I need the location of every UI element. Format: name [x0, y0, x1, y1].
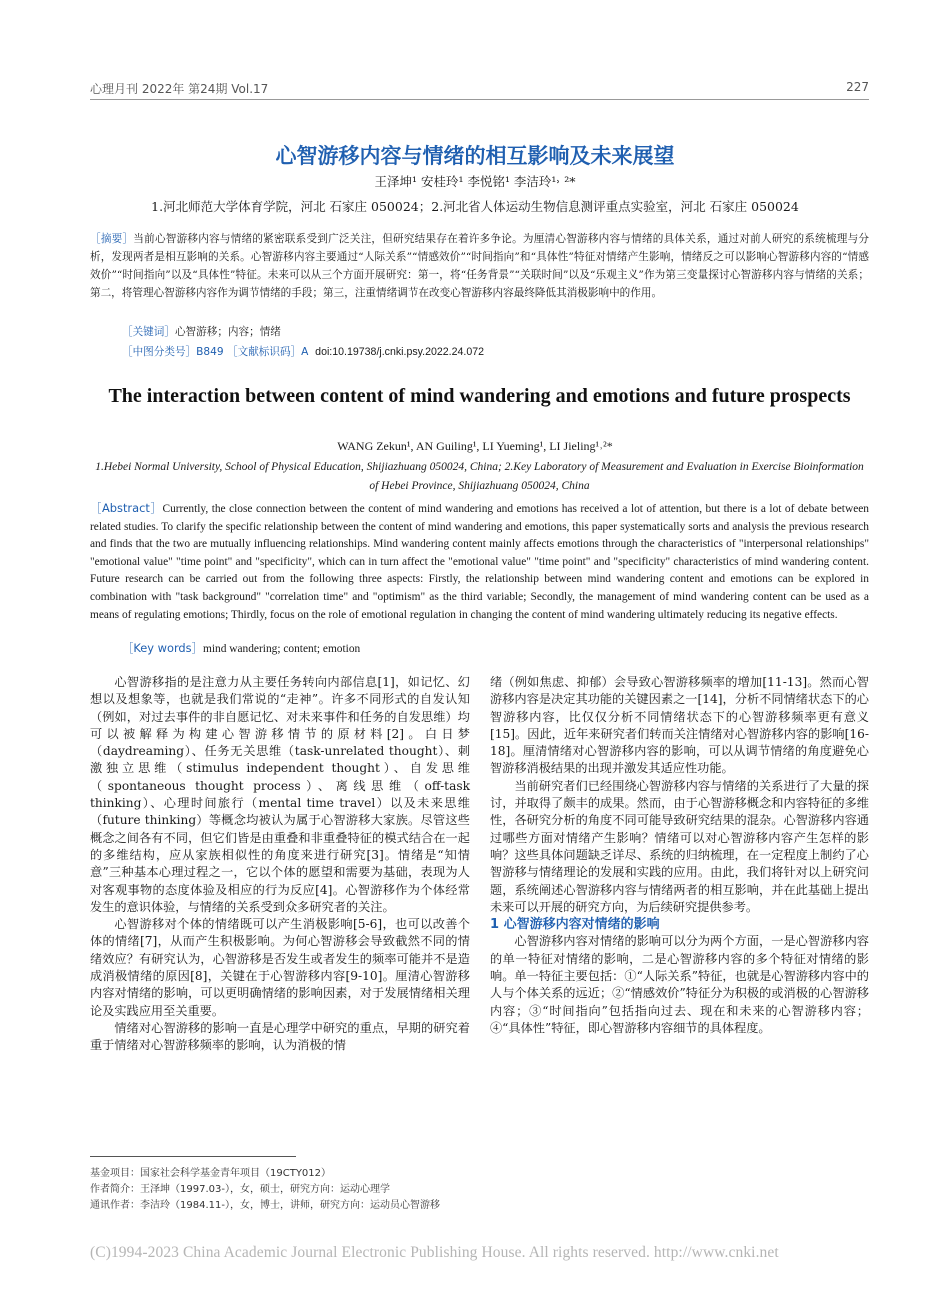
body-right-column: [490, 674, 869, 1037]
body-paragraph: 绪（例如焦虑、抑郁）会导致心智游移频率的增加[11-13]。然而心智游移内容是决定其功能的关键因素之一[14]，分析不同情绪状态下的心智游移内容，比仅仅分析不同情绪状态下的心智游移频率更有意义[15]。因此，近年来研究者们转而关注情绪对心智游移内容的影响[16-18]。厘清情绪对心智游移内容的影响，可以从调节情绪的角度避免心智游移消极结果的出现并激发其适应性功能。: [490, 675, 869, 776]
page-number: 227: [846, 80, 869, 94]
affiliation-english: 1.Hebei Normal University, School of Physical Education, Shijiazhuang 050024, China; 2.Key Laboratory of Measurement and Evaluation in Exercise Bioinformation of Hebei Province, Shijiazhuang 050024, China: [95, 461, 864, 492]
copyright-watermark: (C)1994-2023 China Academic Journal Electronic Publishing House. All rights reserved. http://www.cnki.net: [90, 1244, 779, 1261]
authors-english: WANG Zekun¹, AN Guiling¹, LI Yueming¹, LI Jieling¹˒²*: [337, 439, 613, 453]
journal-header: 心理月刊 2022年 第24期 Vol.17: [90, 82, 269, 96]
title-chinese: 心智游移内容与情绪的相互影响及未来展望: [275, 144, 675, 168]
keywords-text: 心智游移；内容；情绪: [174, 326, 281, 338]
abstract-label: ［摘要］: [90, 233, 134, 245]
keywords-english: [122, 640, 360, 656]
abstract-text: 当前心智游移内容与情绪的紧密联系受到广泛关注，但研究结果存在着许多争论。为厘清心智游移内容与情绪的具体关系，通过对前人研究的系统梳理与分析，发现两者是相互影响的关系。心智游移内容主要通过“人际关系”“情感效价”“时间指向”和“具体性”特征对情绪产生影响，情绪反之可以影响心智游移内容的“情感效价”“时间指向”以及“具体性”特征。未来可以从三个方面开展研究：第一，将“任务背景”“关联时间”以及“乐观主义”作为第三变量探讨心智游移内容与情绪的关系；第二，将管理心智游移内容作为调节情绪的手段；第三，注重情绪调节在改变心智游移内容最终降低其消极影响中的作用。: [90, 233, 870, 299]
body-paragraph: 心智游移指的是注意力从主要任务转向内部信息[1]，如记忆、幻想以及想象等，也就是我们常说的“走神”。许多不同形式的自发认知（例如，对过去事件的非自愿记忆、对未来事件和任务的自发思维）均可以被解释为构建心智游移情节的原材料[2]。白日梦（daydreaming）、任务无关思维（task-unrelated thought）、刺激独立思维（stimulus independent thought）、自发思维（spontaneous thought process）、离线思维（off-task thinking）、心理时间旅行（mental time travel）以及未来思维（future thinking）等概念均被认为属于心智游移大家族。尽管这些概念之间各有不同，但它们皆是由重叠和非重叠特征的模式结合在一起的多维结构，应从家族相似性的角度来进行研究[3]。情绪是“知情意”三种基本心理过程之一，它以个体的愿望和需要为基础，表现为人对客观事物的态度体验及相应的行为反应[4]。心智游移作为个体经常发生的意识体验，与情绪的关系受到众多研究者的关注。: [90, 675, 470, 914]
doi: doi:10.19738/j.cnki.psy.2022.24.072: [315, 346, 485, 358]
affiliation-chinese: 1.河北师范大学体育学院，河北 石家庄 050024；2.河北省人体运动生物信息测评重点实验室，河北 石家庄 050024: [151, 199, 799, 214]
header-rule: [90, 99, 869, 100]
title-english: The interaction between content of mind wandering and emotions and future prospects: [108, 385, 851, 407]
abstract-chinese: [90, 230, 869, 302]
body-paragraph: 心智游移内容对情绪的影响可以分为两个方面，一是心智游移内容的单一特征对情绪的影响，二是心智游移内容的多个特征对情绪的影响。单一特征主要包括：①“人际关系”特征，也就是心智游移内容中的人与个体关系的远近；②“情感效价”特征分为积极的或消极的心智游移内容；③“时间指向”包括指向过去、现在和未来的心智游移内容；④“具体性”特征，即心智游移内容细节的具体程度。: [490, 934, 869, 1035]
keywords-label: ［关键词］: [122, 326, 175, 338]
section-heading: 1 心智游移内容对情绪的影响: [490, 917, 660, 933]
footnote-corresponding: 通讯作者：李洁玲（1984.11-），女，博士，讲师，研究方向：运动员心智游移: [90, 1200, 440, 1211]
abstract-text-en: Currently, the close connection between the content of mind wandering and emotions has received a lot of attention, but there is a lot of debate between related studies. To clarify the specific relationship between the content of mind wandering and emotions, this paper systematically sorts and analysis the previous research and finds that the two are mutually influencing relationships. Mind wandering content mainly affects emotions through the characteristics of "interpersonal relationships" "emotional value" "time point" and "specificity", which can in turn affect the "emotional value" "time point" and "specificity" characteristics of mind wandering content. Future research can be carried out from the following three aspects: Firstly, the relationship between mind wandering content and emotions can be explored in combination with "task background" "correlation time" and "optimism" as the third variable; Secondly, the management of mind wandering content can be used as a means of regulating emotions; Thirdly, focus on the role of emotional regulation in changing the content of mind wandering ultimately reducing its negative effects.: [90, 503, 869, 621]
body-paragraph: 心智游移对个体的情绪既可以产生消极影响[5-6]，也可以改善个体的情绪[7]，从而产生积极影响。为何心智游移会导致截然不同的情绪效应？有研究认为，心智游移是否发生或者发生的频率可能并不是造成消极情绪的原因[8]，关键在于心智游移内容[9-10]。厘清心智游移内容对情绪的影响，可以更明确情绪的影响因素，对于发展情绪相关理论及实践应用至关重要。: [90, 917, 470, 1018]
body-left-column: [90, 674, 470, 1055]
footnote-rule: [90, 1156, 296, 1157]
footnote-funding: 基金项目：国家社会科学基金青年项目（19CTY012）: [90, 1168, 332, 1179]
body-paragraph: 情绪对心智游移的影响一直是心理学中研究的重点，早期的研究着重于情绪对心智游移频率的影响，认为消极的情: [90, 1020, 470, 1053]
abstract-english: [90, 500, 869, 624]
footnote-author: 作者简介：王泽坤（1997.03-），女，硕士，研究方向：运动心理学: [90, 1184, 390, 1195]
keywords-text-en: mind wandering; content; emotion: [203, 643, 361, 655]
abstract-label-en: ［Abstract］: [90, 501, 163, 515]
classification-chinese: [122, 344, 484, 359]
keywords-chinese: [122, 324, 281, 339]
classification-label: ［中图分类号］B849 ［文献标识码］A: [122, 346, 309, 358]
body-paragraph: 当前研究者们已经围绕心智游移内容与情绪的关系进行了大量的探讨，并取得了颇丰的成果。然而，由于心智游移概念和内容特征的多维性，各研究分析的角度不同可能导致研究结果的混杂。心智游移内容通过哪些方面对情绪产生影响？情绪可以对心智游移内容产生怎样的影响？这些具体问题缺乏详尽、系统的归纳梳理，在一定程度上制约了心智游移与情绪理论的发展和实践的应用。由此，我们将针对以上研究问题，系统阐述心智游移内容与情绪两者的相互影响，并在此基础上提出未来可以开展的研究方向，为后续研究提供参考。: [490, 778, 869, 914]
keywords-label-en: ［Key words］: [122, 641, 203, 655]
authors-chinese: 王泽坤¹ 安桂玲¹ 李悦铭¹ 李洁玲¹˒ ²*: [374, 174, 576, 189]
